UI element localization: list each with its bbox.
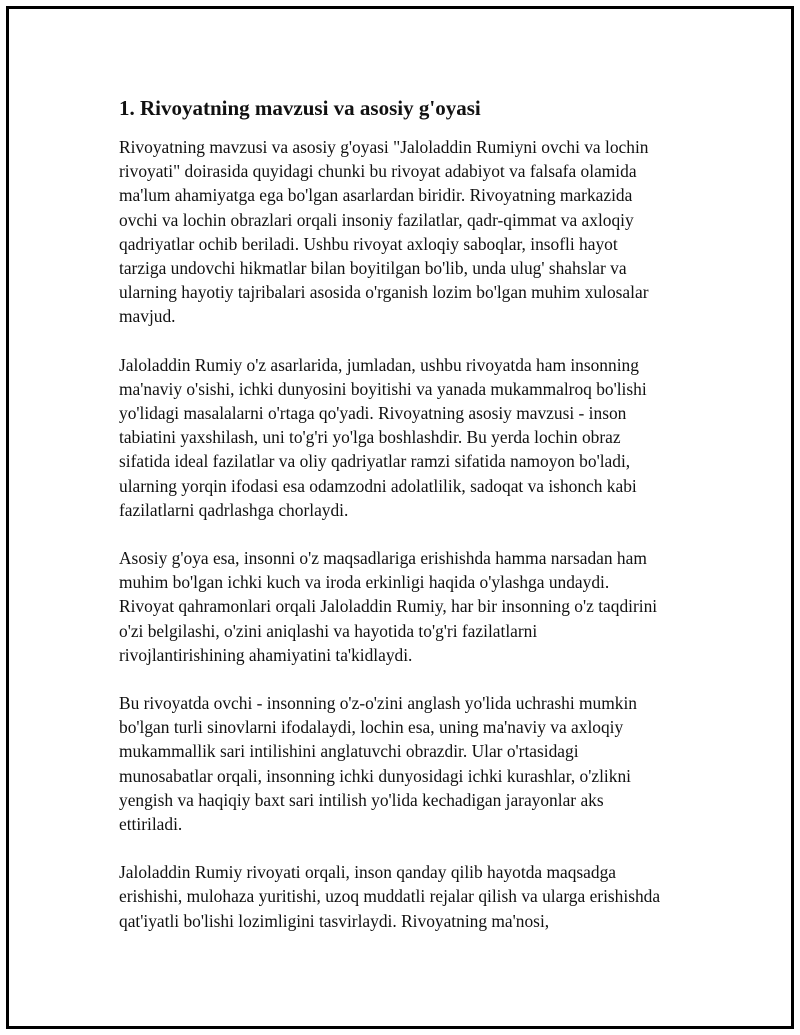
paragraph-2: Jaloladdin Rumiy o'z asarlarida, jumladan, ushbu rivoyatda ham insonning ma'naviy o'sishi, ichki dunyosini boyitishi va yanada mukammalroq bo'lishi yo'lidagi masalalarni o'rtaga qo'yadi. Rivoyatning asosiy mavzusi - inson tabiatini yaxshilash, uni to'g'ri yo'lga boshlashdir. Bu yerda lochin obraz sifatida ideal fazilatlar va oliy qadriyatlar ramzi sifatida namoyon bo'ladi, ularning yorqin ifodasi esa odamzodni adolatlilik, sadoqat va ishonch kabi fazilatlarni qadrlashga chorlaydi. xyxy=(119,354,647,520)
document-page xyxy=(6,6,794,1029)
paragraph-1: Rivoyatning mavzusi va asosiy g'oyasi "Jaloladdin Rumiyni ovchi va lochin rivoyati" doirasida quyidagi chunki bu rivoyat adabiyot va falsafa olamida ma'lum ahamiyatga ega bo'lgan asarlardan biridir. Rivoyatning markazida ovchi va lochin obrazlari orqali insoniy fazilatlar, qadr-qimmat va axloqiy qadriyatlar ochib beriladi. Ushbu rivoyat axloqiy saboqlar, insofli hayot tarziga undovchi hikmatlar bilan boyitilgan bo'lib, unda ulug' shahslar va ularning hayotiy tajribalari asosida o'rganish lozim bo'lgan muhim xulosalar mavjud. xyxy=(119,137,649,327)
paragraph-5: Jaloladdin Rumiy rivoyati orqali, inson qanday qilib hayotda maqsadga erishishi, mulohaza yuritishi, uzoq muddatli rejalar qilish va ularga erishishda qat'iyatli bo'lishi lozimligini tasvirlaydi. Rivoyatning ma'nosi, xyxy=(119,862,661,931)
document-body xyxy=(119,93,664,957)
section-heading: 1. Rivoyatning mavzusi va asosiy g'oyasi xyxy=(119,96,481,120)
paragraph-3: Asosiy g'oya esa, insonni o'z maqsadlariga erishishda hamma narsadan ham muhim bo'lgan ichki kuch va iroda erkinligi haqida o'ylashga undaydi. Rivoyat qahramonlari orqali Jaloladdin Rumiy, har bir insonning o'z taqdirini o'zi belgilashi, o'zini aniqlashi va hayotida to'g'ri fazilatlarni rivojlantirishining ahamiyatini ta'kidlaydi. xyxy=(119,548,658,665)
paragraph-4: Bu rivoyatda ovchi - insonning o'z-o'zini anglash yo'lida uchrashi mumkin bo'lgan turli sinovlarni ifodalaydi, lochin esa, uning ma'naviy va axloqiy mukammallik sari intilishini anglatuvchi obrazdir. Ular o'rtasidagi munosabatlar orqali, insonning ichki dunyosidagi ichki kurashlar, o'zlikni yengish va haqiqiy baxt sari intilish yo'lida kechadigan jarayonlar aks ettiriladi. xyxy=(119,693,637,835)
